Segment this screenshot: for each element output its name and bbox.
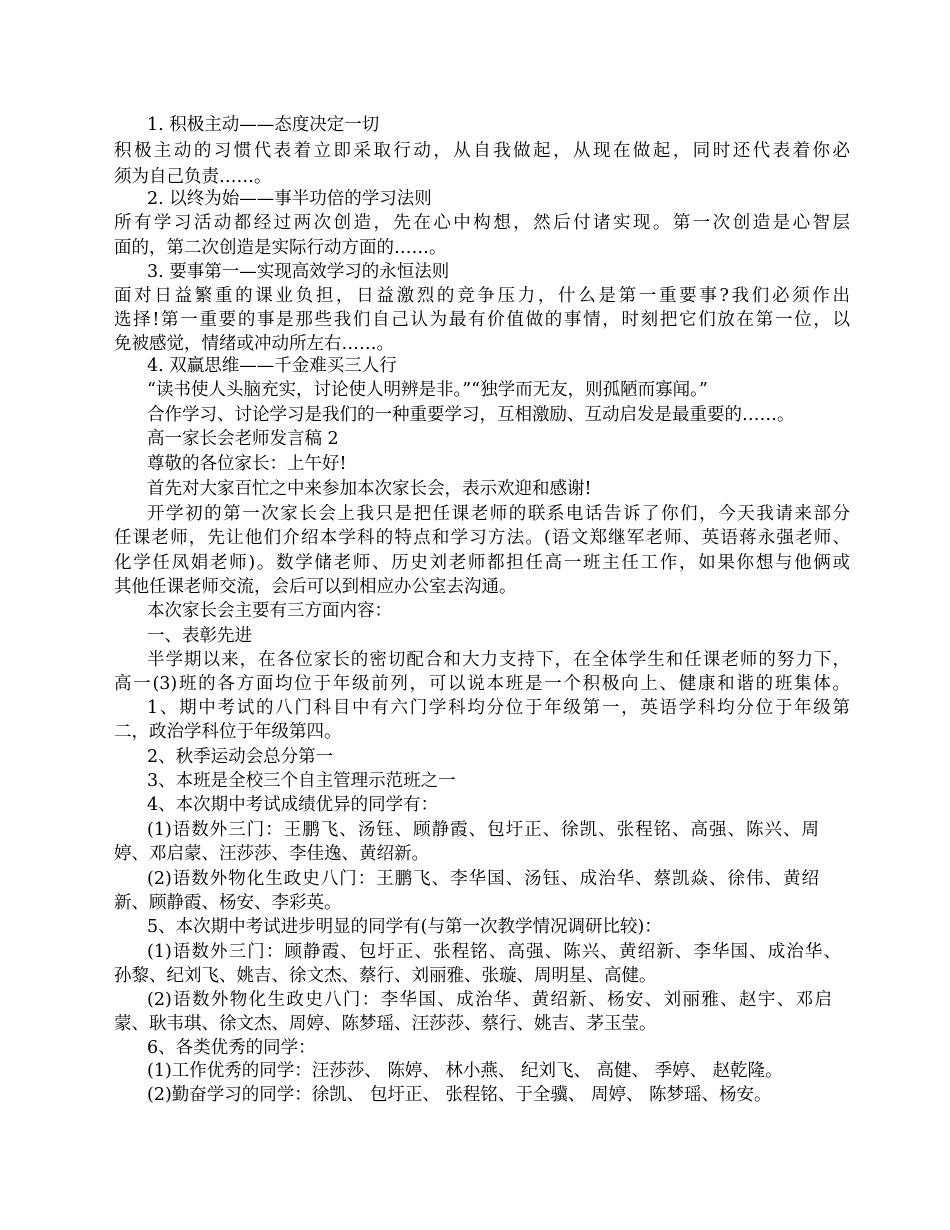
text-line: 孙黎、纪刘飞、姚吉、徐文杰、蔡行、刘丽雅、张璇、周明星、高健。 — [114, 966, 657, 986]
text-line: 蒙、耿韦琪、徐文杰、周婷、陈梦瑶、汪莎莎、蔡行、姚吉、茅玉莹。 — [114, 1014, 657, 1034]
text-line: 所有学习活动都经过两次创造，先在心中构想，然后付诸实现。第一次创造是心智层 — [114, 213, 850, 233]
text-line: (2)语数外物化生政史八门：王鹏飞、李华国、汤钰、成治华、蔡凯焱、徐伟、黄绍 — [147, 869, 819, 889]
text-line: 4、本次期中考试成绩优异的同学有： — [147, 795, 439, 815]
text-line: 婷、邓启蒙、汪莎莎、李佳逸、黄绍新。 — [114, 844, 429, 864]
text-line: 本次家长会主要有三方面内容： — [147, 601, 392, 621]
text-line: 开学初的第一次家长会上我只是把任课老师的联系电话告诉了你们，今天我请来部分 — [147, 504, 850, 524]
text-line: 4. 双赢思维——千金难买三人行 — [147, 356, 397, 376]
text-line: 任课老师，先让他们介绍本学科的特点和学习方法。(语文郑继军老师、英语蒋永强老师、 — [114, 528, 850, 548]
text-line: 化学任凤娟老师)。数学储老师、历史刘老师都担任高一班主任工作，如果你想与他俩或 — [114, 553, 850, 573]
text-line: 半学期以来，在各位家长的密切配合和大力支持下，在全体学生和任课老师的努力下， — [147, 650, 850, 670]
text-line: (1)语数外三门：顾静霞、包圩正、张程铭、高强、陈兴、黄绍新、李华国、成治华、 — [147, 942, 841, 962]
text-line: 合作学习、讨论学习是我们的一种重要学习，互相激励、互动启发是最重要的……。 — [147, 405, 795, 425]
text-line: (2)勤奋学习的同学：徐凯、 包圩正、 张程铭、于全骥、 周婷、 陈梦瑶、杨安。 — [147, 1085, 772, 1105]
text-line: 5、本次期中考试进步明显的同学有(与第一次教学情况调研比较)： — [147, 917, 662, 937]
text-line: (2)语数外物化生政史八门：李华国、成治华、黄绍新、杨安、刘丽雅、赵宇、邓启 — [147, 990, 832, 1010]
text-line: 3、本班是全校三个自主管理示范班之一 — [147, 771, 456, 791]
text-line: 2、秋季运动会总分第一 — [147, 747, 334, 767]
text-line: 高一家长会老师发言稿 2 — [147, 429, 339, 449]
text-line: 2. 以终为始——事半功倍的学习法则 — [147, 189, 432, 209]
text-line: 3. 要事第一—实现高效学习的永恒法则 — [147, 262, 450, 282]
text-line: 二，政治学科位于年级第四。 — [114, 722, 342, 742]
text-line: 积极主动的习惯代表着立即采取行动，从自我做起，从现在做起，同时还代表着你必 — [114, 141, 850, 161]
text-line: 新、顾静霞、杨安、李彩英。 — [114, 893, 342, 913]
text-line: 1. 积极主动——态度决定一切 — [147, 115, 380, 135]
text-line: 一、表彰先进 — [147, 626, 252, 646]
text-line: 面的，第二次创造是实际行动方面的……。 — [114, 238, 447, 258]
text-line: “读书使人头脑充实，讨论使人明辨是非。”“独学而无友，则孤陋而寡闻。” — [147, 380, 708, 400]
text-line: 6、各类优秀的同学： — [147, 1038, 316, 1058]
text-line: 须为自己负责……。 — [114, 167, 272, 187]
text-line: (1)语数外三门：王鹏飞、汤钰、顾静霞、包圩正、徐凯、张程铭、高强、陈兴、周 — [147, 820, 819, 840]
text-line: 其他任课老师交流，会后可以到相应办公室去沟通。 — [114, 577, 517, 597]
text-line: 1、期中考试的八门科目中有六门学科均分位于年级第一，英语学科均分位于年级第 — [147, 698, 850, 718]
text-line: 选择!第一重要的事是那些我们自己认为最有价值做的事情，时刻把它们放在第一位，以 — [114, 310, 850, 330]
text-line: 高一(3)班的各方面均位于年级前列，可以说本班是一个积极向上、健康和谐的班集体。 — [114, 674, 850, 694]
text-line: 面对日益繁重的课业负担，日益激烈的竞争压力，什么是第一重要事?我们必须作出 — [114, 286, 850, 306]
text-line: 免被感觉，情绪或冲动所左右……。 — [114, 334, 394, 354]
text-line: 首先对大家百忙之中来参加本次家长会，表示欢迎和感谢! — [147, 479, 592, 499]
text-line: (1)工作优秀的同学：汪莎莎、 陈婷、 林小燕、 纪刘飞、 高健、 季婷、 赵乾隆。 — [147, 1061, 783, 1081]
text-line: 尊敬的各位家长：上午好! — [147, 454, 347, 474]
